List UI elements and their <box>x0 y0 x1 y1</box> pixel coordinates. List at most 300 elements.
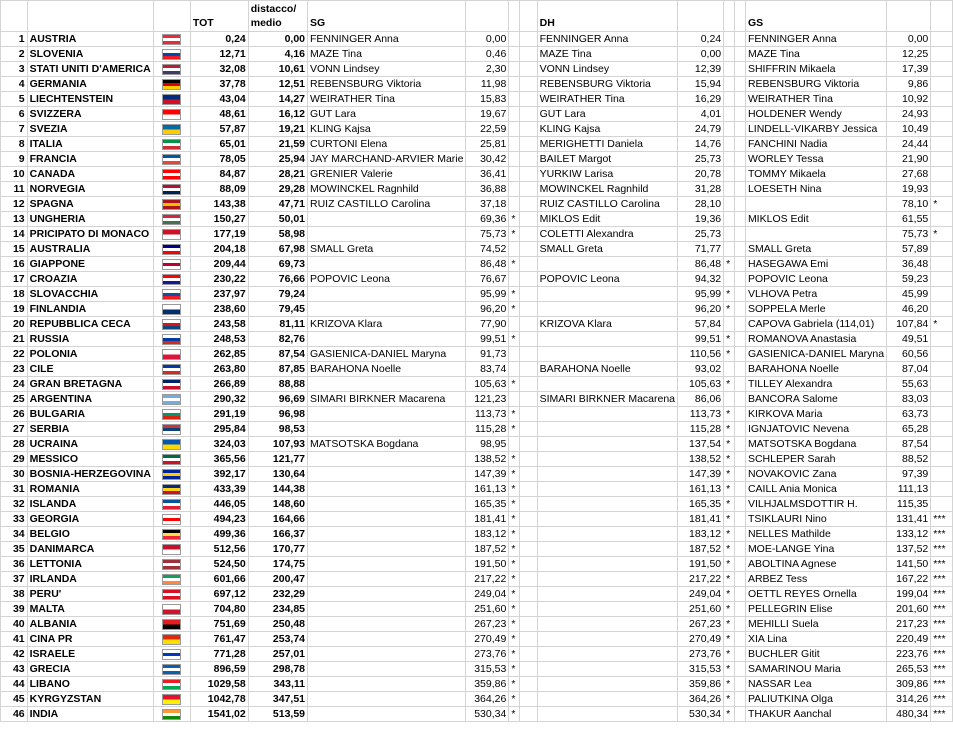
gs-value-cell[interactable]: 133,12 <box>887 527 931 542</box>
empty-cell[interactable] <box>520 392 537 407</box>
gs-marker-cell[interactable]: * <box>931 317 953 332</box>
empty-cell[interactable] <box>735 422 746 437</box>
country-cell[interactable]: RUSSIA <box>27 332 153 347</box>
dh-marker-cell[interactable] <box>724 32 735 47</box>
dh-athlete-cell[interactable]: BARAHONA Noelle <box>537 362 677 377</box>
sg-athlete-cell[interactable] <box>308 692 466 707</box>
sg-marker-cell[interactable]: * <box>509 512 520 527</box>
dh-athlete-cell[interactable] <box>537 707 677 722</box>
gs-marker-cell[interactable] <box>931 107 953 122</box>
gs-athlete-cell[interactable]: KIRKOVA Maria <box>745 407 886 422</box>
sg-athlete-cell[interactable] <box>308 212 466 227</box>
dh-value-cell[interactable]: 25,73 <box>678 152 724 167</box>
sg-athlete-cell[interactable]: MOWINCKEL Ragnhild <box>308 182 466 197</box>
flag-cell[interactable] <box>153 497 190 512</box>
flag-cell[interactable] <box>153 632 190 647</box>
flag-cell[interactable] <box>153 602 190 617</box>
dh-value-cell[interactable]: 16,29 <box>678 92 724 107</box>
sg-athlete-cell[interactable] <box>308 497 466 512</box>
sg-value-cell[interactable]: 86,48 <box>466 257 509 272</box>
sg-value-cell[interactable]: 530,34 <box>466 707 509 722</box>
empty-cell[interactable] <box>520 287 537 302</box>
dh-value-cell[interactable]: 19,36 <box>678 212 724 227</box>
empty-cell[interactable] <box>735 302 746 317</box>
sg-marker-cell[interactable]: * <box>509 452 520 467</box>
dh-marker-cell[interactable] <box>724 137 735 152</box>
empty-cell[interactable] <box>520 137 537 152</box>
dh-value-cell[interactable]: 273,76 <box>678 647 724 662</box>
empty-cell[interactable] <box>735 122 746 137</box>
tot-cell[interactable]: 37,78 <box>190 77 248 92</box>
tot-cell[interactable]: 266,89 <box>190 377 248 392</box>
dh-value-cell[interactable]: 95,99 <box>678 287 724 302</box>
empty-cell[interactable] <box>520 47 537 62</box>
rank-cell[interactable]: 11 <box>1 182 28 197</box>
dh-value-cell[interactable]: 315,53 <box>678 662 724 677</box>
sg-athlete-cell[interactable] <box>308 512 466 527</box>
country-cell[interactable]: CROAZIA <box>27 272 153 287</box>
dh-marker-cell[interactable] <box>724 212 735 227</box>
tot-cell[interactable]: 290,32 <box>190 392 248 407</box>
dh-athlete-cell[interactable]: POPOVIC Leona <box>537 272 677 287</box>
dh-value-cell[interactable]: 191,50 <box>678 557 724 572</box>
empty-cell[interactable] <box>520 557 537 572</box>
sg-athlete-cell[interactable] <box>308 587 466 602</box>
gs-athlete-cell[interactable]: FANCHINI Nadia <box>745 137 886 152</box>
flag-cell[interactable] <box>153 707 190 722</box>
empty-cell[interactable] <box>520 77 537 92</box>
dh-marker-cell[interactable]: * <box>724 512 735 527</box>
rank-cell[interactable]: 5 <box>1 92 28 107</box>
dh-value-cell[interactable]: 359,86 <box>678 677 724 692</box>
empty-cell[interactable] <box>520 422 537 437</box>
empty-cell[interactable] <box>520 437 537 452</box>
dh-value-cell[interactable]: 71,77 <box>678 242 724 257</box>
gs-athlete-cell[interactable]: REBENSBURG Viktoria <box>745 77 886 92</box>
sg-athlete-cell[interactable] <box>308 482 466 497</box>
country-cell[interactable]: FINLANDIA <box>27 302 153 317</box>
distacco-cell[interactable]: 21,59 <box>248 137 307 152</box>
gs-value-cell[interactable]: 10,49 <box>887 122 931 137</box>
distacco-cell[interactable]: 67,98 <box>248 242 307 257</box>
sg-marker-cell[interactable]: * <box>509 632 520 647</box>
dh-marker-cell[interactable] <box>724 317 735 332</box>
country-cell[interactable]: PERU' <box>27 587 153 602</box>
dh-marker-cell[interactable]: * <box>724 677 735 692</box>
dh-marker-cell[interactable]: * <box>724 287 735 302</box>
tot-cell[interactable]: 57,87 <box>190 122 248 137</box>
empty-cell[interactable] <box>520 542 537 557</box>
gs-athlete-cell[interactable]: SAMARINOU Maria <box>745 662 886 677</box>
header-cell[interactable] <box>735 1 746 32</box>
dh-athlete-cell[interactable] <box>537 257 677 272</box>
sg-marker-cell[interactable] <box>509 122 520 137</box>
distacco-cell[interactable]: 166,37 <box>248 527 307 542</box>
empty-cell[interactable] <box>520 527 537 542</box>
gs-marker-cell[interactable] <box>931 302 953 317</box>
sg-marker-cell[interactable] <box>509 347 520 362</box>
gs-athlete-cell[interactable]: HOLDENER Wendy <box>745 107 886 122</box>
tot-cell[interactable]: 84,87 <box>190 167 248 182</box>
dh-marker-cell[interactable]: * <box>724 302 735 317</box>
country-cell[interactable]: SLOVACCHIA <box>27 287 153 302</box>
sg-athlete-cell[interactable]: SIMARI BIRKNER Macarena <box>308 392 466 407</box>
rank-cell[interactable]: 13 <box>1 212 28 227</box>
sg-value-cell[interactable]: 249,04 <box>466 587 509 602</box>
empty-cell[interactable] <box>520 62 537 77</box>
rank-cell[interactable]: 21 <box>1 332 28 347</box>
header-cell[interactable] <box>1 1 28 32</box>
gs-marker-cell[interactable] <box>931 272 953 287</box>
header-cell[interactable] <box>27 1 153 32</box>
gs-value-cell[interactable]: 137,52 <box>887 542 931 557</box>
gs-marker-cell[interactable] <box>931 32 953 47</box>
flag-cell[interactable] <box>153 137 190 152</box>
dh-athlete-cell[interactable] <box>537 647 677 662</box>
empty-cell[interactable] <box>735 137 746 152</box>
dh-athlete-cell[interactable]: VONN Lindsey <box>537 62 677 77</box>
distacco-cell[interactable]: 96,98 <box>248 407 307 422</box>
tot-cell[interactable]: 230,22 <box>190 272 248 287</box>
gs-value-cell[interactable]: 199,04 <box>887 587 931 602</box>
distacco-cell[interactable]: 98,53 <box>248 422 307 437</box>
sg-athlete-cell[interactable] <box>308 257 466 272</box>
sg-athlete-cell[interactable] <box>308 467 466 482</box>
sg-marker-cell[interactable]: * <box>509 587 520 602</box>
distacco-cell[interactable]: 58,98 <box>248 227 307 242</box>
dh-athlete-cell[interactable] <box>537 587 677 602</box>
tot-cell[interactable]: 204,18 <box>190 242 248 257</box>
country-cell[interactable]: POLONIA <box>27 347 153 362</box>
header-cell[interactable] <box>520 1 537 32</box>
dh-value-cell[interactable]: 12,39 <box>678 62 724 77</box>
gs-marker-cell[interactable]: *** <box>931 512 953 527</box>
gs-value-cell[interactable]: 217,23 <box>887 617 931 632</box>
country-cell[interactable]: NORVEGIA <box>27 182 153 197</box>
distacco-cell[interactable]: 29,28 <box>248 182 307 197</box>
rank-cell[interactable]: 37 <box>1 572 28 587</box>
rank-cell[interactable]: 23 <box>1 362 28 377</box>
rank-cell[interactable]: 42 <box>1 647 28 662</box>
tot-cell[interactable]: 392,17 <box>190 467 248 482</box>
rank-cell[interactable]: 28 <box>1 437 28 452</box>
gs-value-cell[interactable]: 49,51 <box>887 332 931 347</box>
dh-marker-cell[interactable]: * <box>724 662 735 677</box>
sg-value-cell[interactable]: 138,52 <box>466 452 509 467</box>
dh-value-cell[interactable]: 96,20 <box>678 302 724 317</box>
header-distacco[interactable] <box>248 1 307 32</box>
gs-value-cell[interactable]: 309,86 <box>887 677 931 692</box>
gs-athlete-cell[interactable]: ARBEZ Tess <box>745 572 886 587</box>
gs-value-cell[interactable]: 87,54 <box>887 437 931 452</box>
sg-value-cell[interactable]: 315,53 <box>466 662 509 677</box>
sg-value-cell[interactable]: 147,39 <box>466 467 509 482</box>
dh-marker-cell[interactable]: * <box>724 377 735 392</box>
rank-cell[interactable]: 31 <box>1 482 28 497</box>
tot-cell[interactable]: 243,58 <box>190 317 248 332</box>
header-gs[interactable]: GS <box>745 1 886 32</box>
gs-value-cell[interactable]: 12,25 <box>887 47 931 62</box>
distacco-cell[interactable]: 76,66 <box>248 272 307 287</box>
country-cell[interactable]: KYRGYZSTAN <box>27 692 153 707</box>
sg-marker-cell[interactable]: * <box>509 542 520 557</box>
empty-cell[interactable] <box>735 542 746 557</box>
sg-athlete-cell[interactable] <box>308 302 466 317</box>
sg-marker-cell[interactable]: * <box>509 332 520 347</box>
empty-cell[interactable] <box>520 347 537 362</box>
dh-athlete-cell[interactable] <box>537 512 677 527</box>
gs-marker-cell[interactable]: *** <box>931 647 953 662</box>
sg-marker-cell[interactable] <box>509 32 520 47</box>
gs-value-cell[interactable]: 87,04 <box>887 362 931 377</box>
rank-cell[interactable]: 24 <box>1 377 28 392</box>
distacco-cell[interactable]: 144,38 <box>248 482 307 497</box>
empty-cell[interactable] <box>735 347 746 362</box>
sg-marker-cell[interactable] <box>509 242 520 257</box>
distacco-cell[interactable]: 107,93 <box>248 437 307 452</box>
country-cell[interactable]: GEORGIA <box>27 512 153 527</box>
gs-athlete-cell[interactable]: TOMMY Mikaela <box>745 167 886 182</box>
gs-marker-cell[interactable] <box>931 332 953 347</box>
distacco-cell[interactable]: 50,01 <box>248 212 307 227</box>
sg-value-cell[interactable]: 2,30 <box>466 62 509 77</box>
dh-value-cell[interactable]: 249,04 <box>678 587 724 602</box>
sg-marker-cell[interactable]: * <box>509 647 520 662</box>
rank-cell[interactable]: 8 <box>1 137 28 152</box>
sg-marker-cell[interactable] <box>509 77 520 92</box>
gs-marker-cell[interactable]: *** <box>931 527 953 542</box>
rank-cell[interactable]: 33 <box>1 512 28 527</box>
flag-cell[interactable] <box>153 377 190 392</box>
gs-athlete-cell[interactable]: IGNJATOVIC Nevena <box>745 422 886 437</box>
tot-cell[interactable]: 365,56 <box>190 452 248 467</box>
gs-athlete-cell[interactable]: THAKUR Aanchal <box>745 707 886 722</box>
distacco-cell[interactable]: 10,61 <box>248 62 307 77</box>
sg-marker-cell[interactable]: * <box>509 677 520 692</box>
empty-cell[interactable] <box>520 332 537 347</box>
flag-cell[interactable] <box>153 287 190 302</box>
sg-athlete-cell[interactable]: KLING Kajsa <box>308 122 466 137</box>
flag-cell[interactable] <box>153 347 190 362</box>
gs-athlete-cell[interactable]: CAILL Ania Monica <box>745 482 886 497</box>
sg-athlete-cell[interactable]: GUT Lara <box>308 107 466 122</box>
gs-value-cell[interactable]: 314,26 <box>887 692 931 707</box>
country-cell[interactable]: SLOVENIA <box>27 47 153 62</box>
dh-value-cell[interactable]: 113,73 <box>678 407 724 422</box>
dh-value-cell[interactable]: 105,63 <box>678 377 724 392</box>
flag-cell[interactable] <box>153 437 190 452</box>
sg-value-cell[interactable]: 83,74 <box>466 362 509 377</box>
dh-marker-cell[interactable] <box>724 242 735 257</box>
tot-cell[interactable]: 761,47 <box>190 632 248 647</box>
empty-cell[interactable] <box>735 92 746 107</box>
sg-value-cell[interactable]: 187,52 <box>466 542 509 557</box>
dh-athlete-cell[interactable]: KRIZOVA Klara <box>537 317 677 332</box>
sg-athlete-cell[interactable] <box>308 422 466 437</box>
flag-cell[interactable] <box>153 512 190 527</box>
empty-cell[interactable] <box>735 77 746 92</box>
rank-cell[interactable]: 2 <box>1 47 28 62</box>
gs-value-cell[interactable]: 10,92 <box>887 92 931 107</box>
sg-value-cell[interactable]: 95,99 <box>466 287 509 302</box>
gs-marker-cell[interactable]: *** <box>931 617 953 632</box>
flag-cell[interactable] <box>153 62 190 77</box>
rank-cell[interactable]: 6 <box>1 107 28 122</box>
sg-athlete-cell[interactable] <box>308 542 466 557</box>
rank-cell[interactable]: 36 <box>1 557 28 572</box>
gs-value-cell[interactable]: 21,90 <box>887 152 931 167</box>
tot-cell[interactable]: 524,50 <box>190 557 248 572</box>
rank-cell[interactable]: 30 <box>1 467 28 482</box>
gs-athlete-cell[interactable]: VLHOVA Petra <box>745 287 886 302</box>
tot-cell[interactable]: 237,97 <box>190 287 248 302</box>
sg-value-cell[interactable]: 0,00 <box>466 32 509 47</box>
empty-cell[interactable] <box>520 257 537 272</box>
sg-value-cell[interactable]: 191,50 <box>466 557 509 572</box>
rank-cell[interactable]: 46 <box>1 707 28 722</box>
flag-cell[interactable] <box>153 92 190 107</box>
country-cell[interactable]: GRAN BRETAGNA <box>27 377 153 392</box>
dh-athlete-cell[interactable] <box>537 602 677 617</box>
empty-cell[interactable] <box>520 182 537 197</box>
sg-athlete-cell[interactable] <box>308 647 466 662</box>
empty-cell[interactable] <box>735 497 746 512</box>
flag-cell[interactable] <box>153 467 190 482</box>
rank-cell[interactable]: 14 <box>1 227 28 242</box>
gs-athlete-cell[interactable]: POPOVIC Leona <box>745 272 886 287</box>
empty-cell[interactable] <box>735 662 746 677</box>
dh-marker-cell[interactable] <box>724 107 735 122</box>
country-cell[interactable]: REPUBBLICA CECA <box>27 317 153 332</box>
empty-cell[interactable] <box>735 152 746 167</box>
dh-value-cell[interactable]: 217,22 <box>678 572 724 587</box>
gs-value-cell[interactable]: 36,48 <box>887 257 931 272</box>
tot-cell[interactable]: 263,80 <box>190 362 248 377</box>
flag-cell[interactable] <box>153 122 190 137</box>
sg-athlete-cell[interactable] <box>308 617 466 632</box>
dh-value-cell[interactable]: 94,32 <box>678 272 724 287</box>
gs-athlete-cell[interactable]: WORLEY Tessa <box>745 152 886 167</box>
sg-value-cell[interactable]: 165,35 <box>466 497 509 512</box>
empty-cell[interactable] <box>735 512 746 527</box>
sg-value-cell[interactable]: 36,41 <box>466 167 509 182</box>
tot-cell[interactable]: 0,24 <box>190 32 248 47</box>
gs-athlete-cell[interactable]: MAZE Tina <box>745 47 886 62</box>
country-cell[interactable]: CANADA <box>27 167 153 182</box>
country-cell[interactable]: SPAGNA <box>27 197 153 212</box>
empty-cell[interactable] <box>520 317 537 332</box>
gs-athlete-cell[interactable]: WEIRATHER Tina <box>745 92 886 107</box>
tot-cell[interactable]: 1541,02 <box>190 707 248 722</box>
empty-cell[interactable] <box>520 227 537 242</box>
empty-cell[interactable] <box>520 647 537 662</box>
empty-cell[interactable] <box>735 452 746 467</box>
dh-value-cell[interactable]: 138,52 <box>678 452 724 467</box>
header-tot[interactable]: TOT <box>190 1 248 32</box>
distacco-cell[interactable]: 164,66 <box>248 512 307 527</box>
tot-cell[interactable]: 88,09 <box>190 182 248 197</box>
dh-marker-cell[interactable]: * <box>724 452 735 467</box>
distacco-cell[interactable]: 148,60 <box>248 497 307 512</box>
tot-cell[interactable]: 150,27 <box>190 212 248 227</box>
dh-value-cell[interactable]: 86,06 <box>678 392 724 407</box>
sg-value-cell[interactable]: 15,83 <box>466 92 509 107</box>
tot-cell[interactable]: 43,04 <box>190 92 248 107</box>
empty-cell[interactable] <box>735 227 746 242</box>
distacco-cell[interactable]: 170,77 <box>248 542 307 557</box>
gs-athlete-cell[interactable]: PELLEGRIN Elise <box>745 602 886 617</box>
gs-athlete-cell[interactable]: BARAHONA Noelle <box>745 362 886 377</box>
gs-marker-cell[interactable] <box>931 137 953 152</box>
sg-athlete-cell[interactable] <box>308 632 466 647</box>
rank-cell[interactable]: 26 <box>1 407 28 422</box>
dh-marker-cell[interactable]: * <box>724 572 735 587</box>
gs-marker-cell[interactable] <box>931 482 953 497</box>
distacco-cell[interactable]: 4,16 <box>248 47 307 62</box>
dh-athlete-cell[interactable]: WEIRATHER Tina <box>537 92 677 107</box>
gs-value-cell[interactable]: 65,28 <box>887 422 931 437</box>
empty-cell[interactable] <box>735 527 746 542</box>
dh-athlete-cell[interactable]: MERIGHETTI Daniela <box>537 137 677 152</box>
empty-cell[interactable] <box>520 452 537 467</box>
gs-value-cell[interactable]: 223,76 <box>887 647 931 662</box>
gs-athlete-cell[interactable]: VILHJALMSDOTTIR H. <box>745 497 886 512</box>
sg-value-cell[interactable]: 76,67 <box>466 272 509 287</box>
flag-cell[interactable] <box>153 482 190 497</box>
empty-cell[interactable] <box>735 617 746 632</box>
empty-cell[interactable] <box>735 47 746 62</box>
dh-athlete-cell[interactable] <box>537 692 677 707</box>
dh-marker-cell[interactable] <box>724 77 735 92</box>
gs-marker-cell[interactable]: *** <box>931 602 953 617</box>
sg-marker-cell[interactable] <box>509 437 520 452</box>
dh-athlete-cell[interactable]: FENNINGER Anna <box>537 32 677 47</box>
tot-cell[interactable]: 209,44 <box>190 257 248 272</box>
gs-marker-cell[interactable] <box>931 182 953 197</box>
sg-marker-cell[interactable] <box>509 167 520 182</box>
distacco-cell[interactable]: 88,88 <box>248 377 307 392</box>
gs-athlete-cell[interactable]: OETTL REYES Ornella <box>745 587 886 602</box>
empty-cell[interactable] <box>520 512 537 527</box>
flag-cell[interactable] <box>153 227 190 242</box>
gs-marker-cell[interactable]: *** <box>931 557 953 572</box>
empty-cell[interactable] <box>520 197 537 212</box>
dh-athlete-cell[interactable]: KLING Kajsa <box>537 122 677 137</box>
header-cell[interactable] <box>509 1 520 32</box>
dh-athlete-cell[interactable] <box>537 572 677 587</box>
flag-cell[interactable] <box>153 362 190 377</box>
sg-marker-cell[interactable]: * <box>509 467 520 482</box>
empty-cell[interactable] <box>735 707 746 722</box>
empty-cell[interactable] <box>735 242 746 257</box>
header-sg[interactable]: SG <box>308 1 466 32</box>
sg-athlete-cell[interactable]: JAY MARCHAND-ARVIER Marie <box>308 152 466 167</box>
country-cell[interactable]: BULGARIA <box>27 407 153 422</box>
tot-cell[interactable]: 751,69 <box>190 617 248 632</box>
flag-cell[interactable] <box>153 197 190 212</box>
dh-marker-cell[interactable] <box>724 47 735 62</box>
country-cell[interactable]: ROMANIA <box>27 482 153 497</box>
dh-marker-cell[interactable]: * <box>724 587 735 602</box>
dh-marker-cell[interactable] <box>724 62 735 77</box>
gs-marker-cell[interactable] <box>931 287 953 302</box>
rank-cell[interactable]: 15 <box>1 242 28 257</box>
rank-cell[interactable]: 3 <box>1 62 28 77</box>
distacco-cell[interactable]: 25,94 <box>248 152 307 167</box>
sg-marker-cell[interactable]: * <box>509 662 520 677</box>
rank-cell[interactable]: 9 <box>1 152 28 167</box>
empty-cell[interactable] <box>520 632 537 647</box>
